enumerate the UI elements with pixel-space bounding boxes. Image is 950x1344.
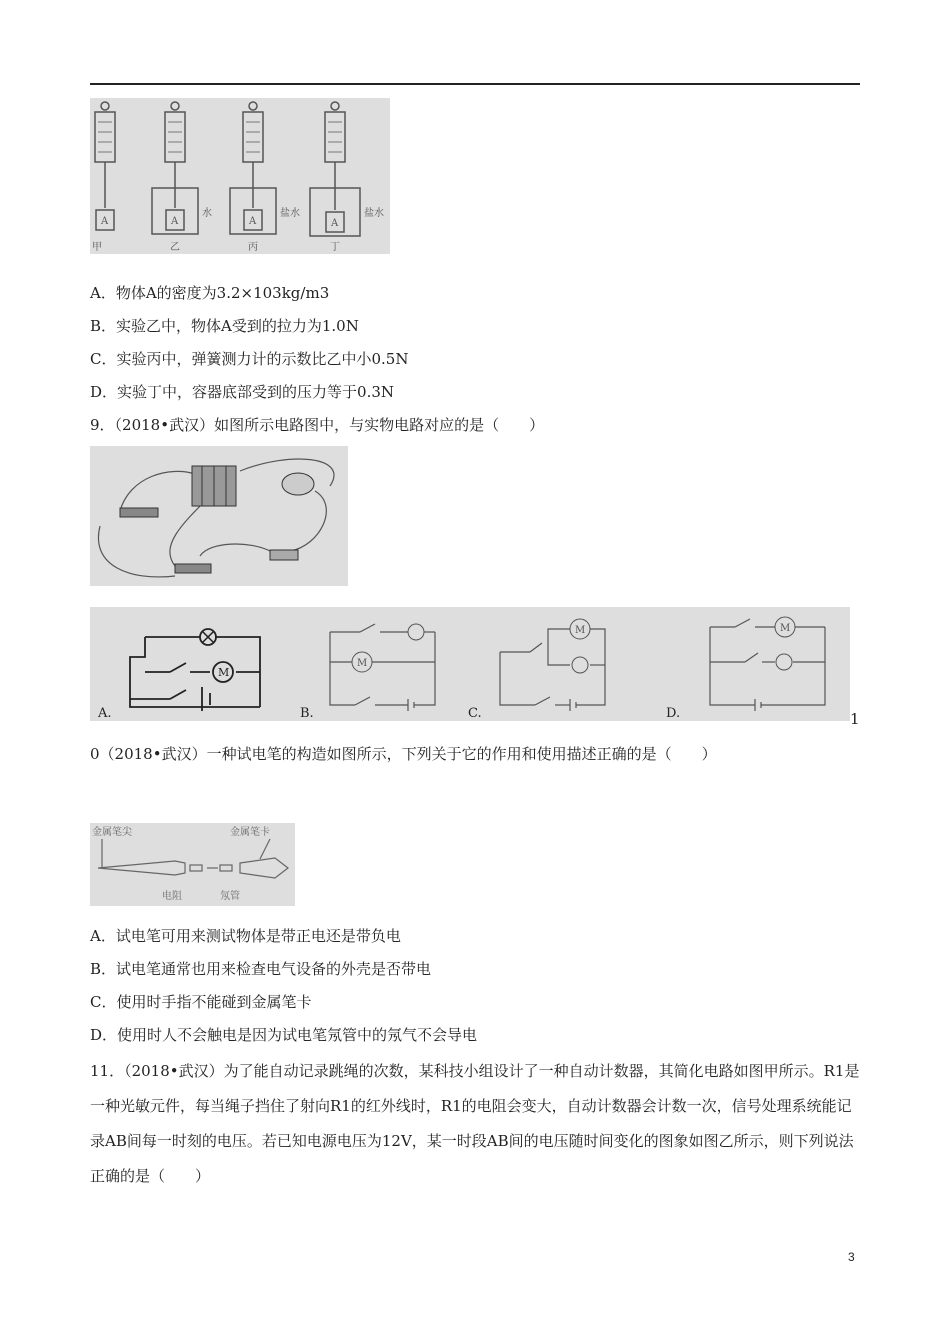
q8-option-a: A．物体A的密度为3.2×103kg/m3 xyxy=(90,284,330,302)
q8-option-d: D．实验丁中，容器底部受到的压力等于0.3N xyxy=(90,383,395,401)
motor-symbol: M xyxy=(357,658,368,669)
figure-label: 甲 xyxy=(92,242,102,253)
q8-option-b: B．实验乙中，物体A受到的拉力为1.0N xyxy=(90,317,359,335)
stray-digit: 1 xyxy=(850,710,860,728)
q8-option-c: C．实验丙中，弹簧测力计的示数比乙中小0.5N xyxy=(90,350,409,368)
motor-symbol: M xyxy=(218,666,230,679)
q9-stem: 9．（2018•武汉）如图所示电路图中，与实物电路对应的是（ ） xyxy=(90,416,545,434)
q10-option-a: A．试电笔可用来测试物体是带正电还是带负电 xyxy=(90,927,401,945)
q10-option-c: C．使用时手指不能碰到金属笔卡 xyxy=(90,993,312,1011)
option-a-circuit xyxy=(130,637,260,711)
figure-label: 乙 xyxy=(170,242,180,253)
q10-option-b: B．试电笔通常也用来检查电气设备的外壳是否带电 xyxy=(90,960,432,978)
liquid-label: 水 xyxy=(202,208,212,219)
option-d-circuit xyxy=(710,619,825,711)
option-c-circuit xyxy=(500,629,605,711)
option-label-b: B. xyxy=(300,706,314,721)
q10-stem: 0（2018•武汉）一种试电笔的构造如图所示，下列关于它的作用和使用描述正确的是（ ） xyxy=(90,745,717,763)
figure-label: 丙 xyxy=(248,242,258,253)
block-label: A xyxy=(331,218,339,229)
spring-scale-figure xyxy=(90,98,390,254)
header-rule xyxy=(90,83,860,85)
page-number: 3 xyxy=(848,1250,855,1264)
q10-option-d: D．使用时人不会触电是因为试电笔氖管中的氖气不会导电 xyxy=(90,1026,478,1044)
test-pen-figure xyxy=(90,823,295,906)
resistor-label: 电阻 xyxy=(162,891,182,902)
block-label: A xyxy=(249,216,257,227)
tube-label: 氖管 xyxy=(220,891,240,902)
block-label: A xyxy=(101,216,109,227)
circuit-options-figure xyxy=(90,607,850,721)
option-label-d: D. xyxy=(666,706,681,721)
motor-symbol: M xyxy=(575,625,586,636)
liquid-label: 盐水 xyxy=(364,208,384,219)
tip-label: 金属笔尖 xyxy=(92,827,132,838)
option-label-a: A. xyxy=(98,706,112,721)
figure-label: 丁 xyxy=(330,242,340,253)
block-label: A xyxy=(171,216,179,227)
physical-circuit-photo xyxy=(90,446,348,586)
option-label-c: C. xyxy=(468,706,482,721)
cap-label: 金属笔卡 xyxy=(230,827,270,838)
option-b-circuit xyxy=(330,624,435,711)
motor-symbol: M xyxy=(780,623,791,634)
q11-stem: 11．（2018•武汉）为了能自动记录跳绳的次数，某科技小组设计了一种自动计数器，其简化电路如图甲所示。R1是一种光敏元件，每当绳子挡住了射向R1的红外线时，R1的电阻会变大，自动计数器会计数一次，信号处理系统能记录AB间每一时刻的电压。若已知电源电压为12V，某一时段AB间的电压随时间变化的图象如图乙所示，则下列说法正确的是（ ） xyxy=(90,1062,860,1185)
liquid-label: 盐水 xyxy=(280,208,300,219)
